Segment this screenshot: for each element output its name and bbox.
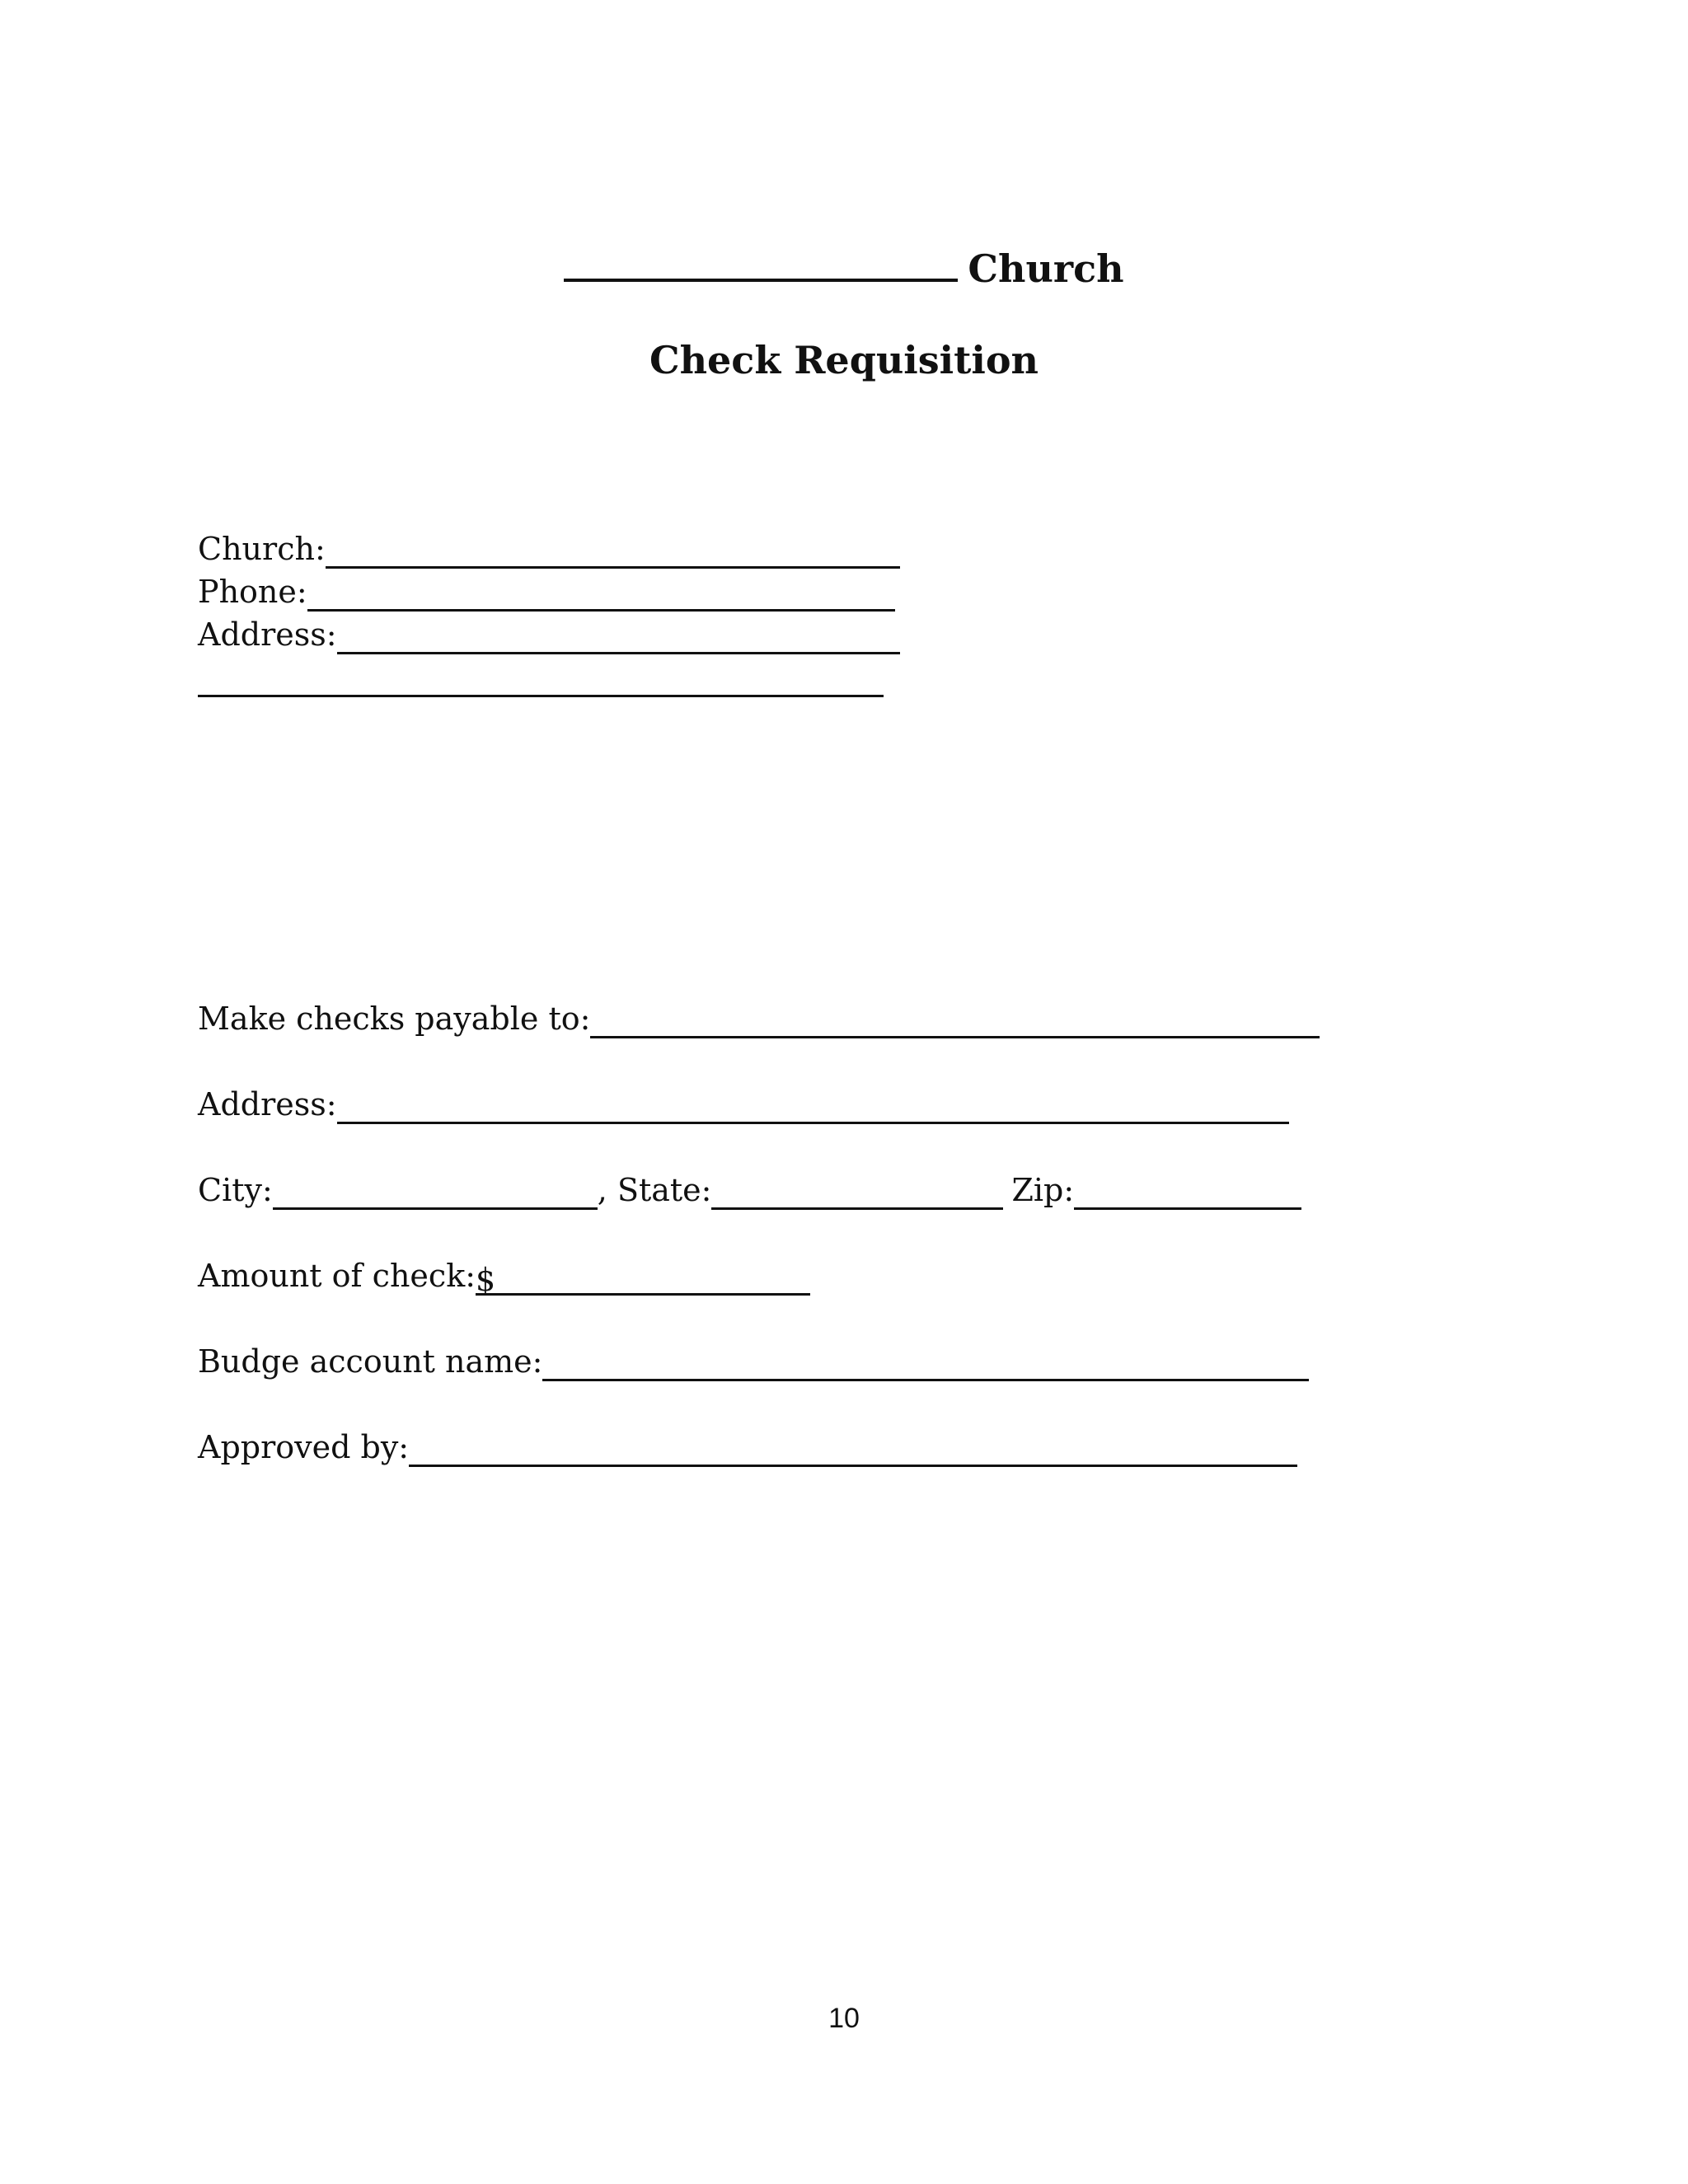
church-field-blank[interactable] (326, 533, 900, 569)
city-field-label: City: (198, 1172, 273, 1208)
church-field-row (198, 529, 900, 569)
budget-account-field-label: Budge account name: (198, 1343, 543, 1380)
church-address-line2-blank[interactable] (198, 662, 884, 697)
church-address-line2-row (198, 658, 884, 697)
church-title-line (0, 237, 1688, 291)
budget-account-field-row (198, 1342, 1309, 1381)
church-field-label: Church: (198, 531, 326, 567)
payee-address-field-blank[interactable] (337, 1089, 1289, 1124)
state-field-label: , State: (597, 1172, 712, 1208)
amount-field-label: Amount of check: (198, 1258, 476, 1294)
payable-to-field-blank[interactable] (590, 1003, 1320, 1038)
city-state-zip-row (198, 1170, 1301, 1210)
church-title-label: Church (968, 246, 1124, 291)
church-address-field-row (198, 615, 900, 654)
phone-field-row (198, 572, 895, 612)
zip-field-label: Zip: (1011, 1172, 1075, 1208)
city-field-blank[interactable] (273, 1174, 598, 1210)
zip-field-blank[interactable] (1074, 1174, 1301, 1210)
approved-by-field-blank[interactable] (409, 1432, 1297, 1467)
payable-to-field-row (198, 999, 1320, 1038)
church-address-field-label: Address: (198, 616, 337, 653)
approved-by-field-row (198, 1427, 1297, 1467)
payee-address-field-label: Address: (198, 1086, 337, 1122)
church-name-blank[interactable] (564, 237, 958, 282)
state-field-blank[interactable] (711, 1174, 1003, 1210)
phone-field-blank[interactable] (307, 576, 895, 612)
amount-field-blank[interactable] (495, 1260, 810, 1296)
form-title: Check Requisition (649, 338, 1039, 382)
page-number: 10 (828, 2003, 860, 2034)
payable-to-field-label: Make checks payable to: (198, 1001, 591, 1037)
amount-field-row (198, 1256, 810, 1296)
budget-account-field-blank[interactable] (542, 1346, 1309, 1381)
payee-address-field-row (198, 1085, 1289, 1124)
phone-field-label: Phone: (198, 574, 307, 610)
approved-by-field-label: Approved by: (198, 1429, 410, 1465)
amount-dollar-sign: $ (476, 1262, 496, 1298)
church-address-field-blank[interactable] (337, 619, 900, 654)
